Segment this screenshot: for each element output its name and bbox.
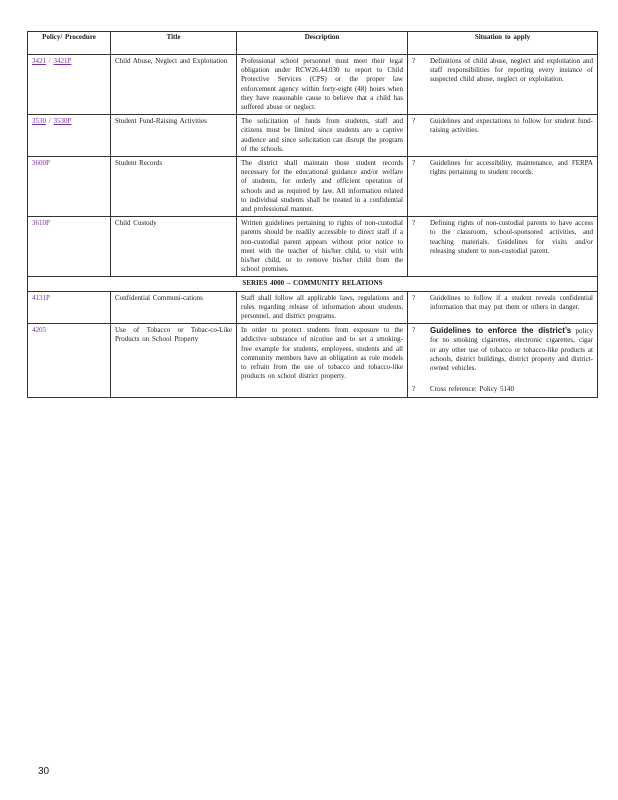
policy-ref-cell [28,324,111,397]
situation-cell [408,55,598,115]
bullet-glyph: ? [412,159,416,168]
situation-text: Defining rights of non-custodial parents to have access to the classroom, school-sponsored activities, and teaching materials. Guidelines for visits and/or releasing student to non-custodial parent. [430,219,593,255]
header-description: Description [237,32,408,55]
series-heading-row [28,277,598,291]
policy-ref-cell [28,115,111,157]
situation-cell [408,217,598,277]
table-row [28,324,598,397]
description-cell: The district shall maintain those student records necessary for the educational guidance and/or welfare of students, for orderly and efficient operation of schools and as required by law. All information related to individual students shall be treated in a confidential and professional manner. [237,157,408,217]
table-header-row [28,32,598,55]
bullet-glyph: ? [412,326,416,335]
situation-cell [408,157,598,217]
policy-ref-cell [28,157,111,217]
table-row [28,115,598,157]
situation-text: policy for no smoking cigarettes, electronic cigarettes, cigar or any other use of tobacco or tobacco-like products at schools, district buildings, district property and district-owned vehicles. [430,327,593,373]
policy-ref-separator: / [48,117,51,126]
situation-text: Guidelines and expectations to follow for student fund-raising activities. [430,117,593,135]
policy-ref-cell [28,217,111,277]
description-cell: The solicitation of funds from students, staff and citizens must be limited since students are a captive audience and since solicitation can disrupt the program of the schools. [237,115,408,157]
bullet-glyph: ? [412,293,416,302]
policy-ref[interactable]: 4205 [32,326,46,335]
policy-ref[interactable]: 3610P [32,219,50,228]
situation-text: Guidelines for accessibility, maintenance, and FERPA rights pertaining to student records. [430,159,593,177]
header-policy: Policy/ Procedure [28,32,111,55]
table-row [28,217,598,277]
situation-text: Definitions of child abuse, neglect and exploitation and staff responsibilities for reporting every instance of suspected child abuse, neglect or exploitation. [430,57,593,84]
policy-ref[interactable]: 3600P [32,159,50,168]
situation-lead-text: Guidelines to enforce the district’s [430,326,572,336]
bullet-glyph: ? [412,57,416,65]
procedure-link[interactable]: 3530P [53,117,72,126]
header-situation: Situation to apply [408,32,598,55]
policy-ref-separator: / [48,57,51,65]
policy-ref[interactable]: 4131P [32,293,50,302]
bullet-glyph: ? [412,117,416,126]
title-cell: Child Abuse, Neglect and Exploitation [111,55,237,115]
page-number: 30 [38,766,50,777]
situation-cell [408,115,598,157]
title-cell: Student Fund-Raising Activities [111,115,237,157]
cross-reference-text: Cross reference: Policy 5140 [430,385,515,394]
title-cell: Confidential Communi-cations [111,291,237,324]
situation-text: Guidelines to follow if a student reveals confidential information that may put them or others in danger. [430,293,593,311]
procedure-link[interactable]: 3421P [53,57,72,65]
description-cell: Staff shall follow all applicable laws, regulations and rules regarding release of information about students, personnel, and district programs. [237,291,408,324]
policy-link[interactable]: 3421 [32,57,46,65]
description-cell: In order to protect students from exposure to the addictive substance of nicotine and to set a smoking-free example for students, employees, students and all community members have an obligation as role models to refrain from the use of tobacco and tobacco-like products on school district property. [237,324,408,397]
policy-link[interactable]: 3530 [32,117,46,126]
table-row [28,55,598,115]
title-cell: Child Custody [111,217,237,277]
policy-ref-cell [28,55,111,115]
title-cell: Use of Tobacco or Tobac-co-Like Products on School Property [111,324,237,397]
description-cell: Professional school personnel must meet their legal obligation under RCW26.44.030 to report to Child Protective Services (CPS) or the proper law enforcement agency within forty-eight (48) hours when they have reasonable cause to believe that a child has suffered abuse or neglect. [237,55,408,115]
description-cell: Written guidelines pertaining to rights of non-custodial parents should be readily accessible to direct staff if a non-custodial parent appears without prior notice to meet with the teacher of his/her child, to visit with his/her child, or to remove his/her child from the school premises. [237,217,408,277]
series-heading: SERIES 4000 – COMMUNITY RELATIONS [28,277,598,291]
cross-reference [412,385,593,394]
title-cell: Student Records [111,157,237,217]
bullet-glyph: ? [412,385,416,394]
bullet-glyph: ? [412,219,416,228]
table-row [28,291,598,324]
situation-cell [408,324,598,397]
situation-cell [408,291,598,324]
policy-ref-cell [28,291,111,324]
header-title: Title [111,32,237,55]
table-row [28,157,598,217]
policy-table [27,31,598,398]
